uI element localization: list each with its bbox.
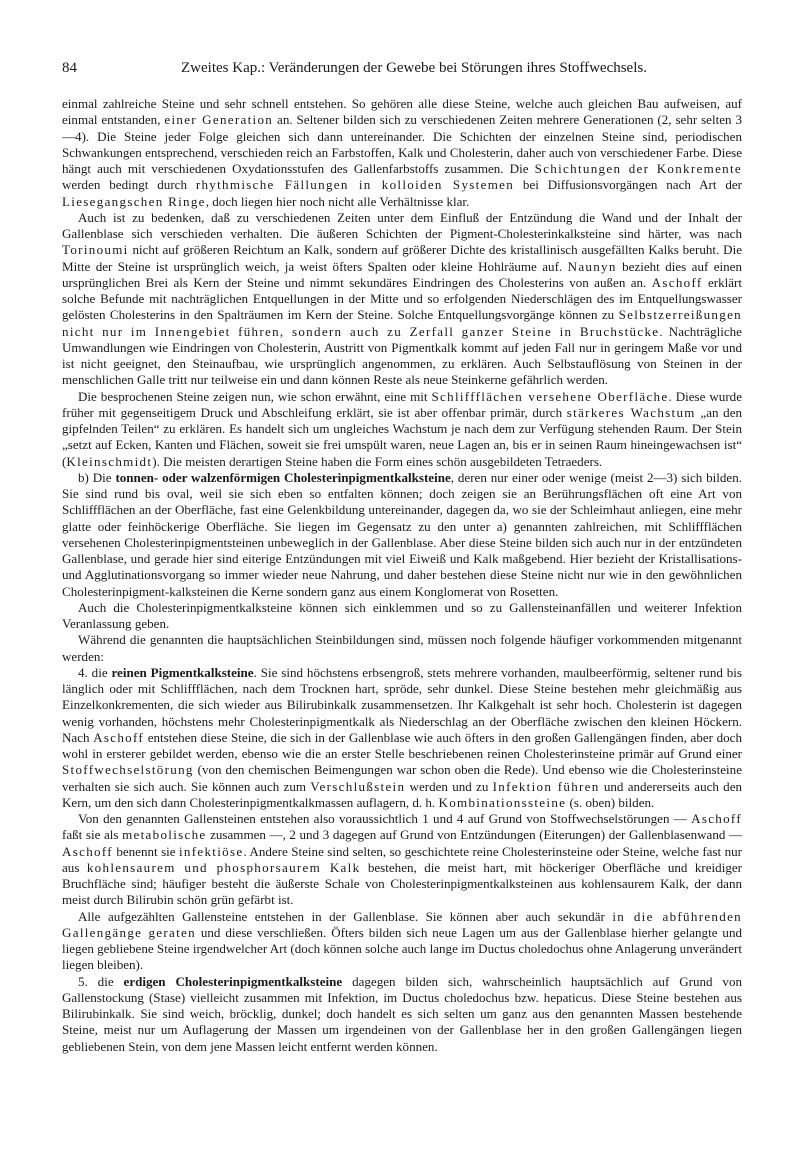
text-run: Auch die Cholesterinpigmentkalksteine können sich einklemmen und so zu Gallensteinanfällen und weiterer Infektion Veranlassung geben. — [62, 599, 742, 631]
text-run: dagegen bilden sich, wahrscheinlich hauptsächlich auf Grund von Gallenstockung (Stase) vielleicht zusammen mit Infektion, im Ductus choledochus bzw. hepaticus. Diese Steine bestehen aus Bilirubinkalk. Sie sind weich, bröcklig, dunkel; doch handelt es sich selten um ganz aus den genannten Massen bestehende Steine, meist nur um Auflagerung der Massen um irgendeinen von der Gallenblase her in den großen Gallengängen liegen gebliebenen Stein, von dem jene Massen leicht entfernt werden können. — [62, 973, 743, 1054]
running-title: Zweites Kap.: Veränderungen der Gewebe bei Störungen ihres Stoffwechsels. — [181, 60, 647, 76]
paragraph — [62, 389, 742, 470]
text-run: „an den gipfelnden Teilen“ zu erklären. Es handelt sich um ungleiches Wachstum je nach dem zur Verfügung stehenden Raum. Der Stein „setzt auf Ecken, Kanten und Flächen, soweit sie frei umspült waren, neue Lagen an, bis er in seinen Raum hineingewachsen ist“ ( — [62, 404, 743, 469]
spaced-emphasis: Verschlußstein — [310, 778, 406, 794]
text-run: und diese verschließen. Öfters bilden sich neue Lagen um aus der Gallenblase hierher gelangte und liegen gebliebene Steine irgendwelcher Art (doch können solche auch lange im Ductus choledochus ohne Anlagerung unverändert liegen bleiben). — [62, 924, 742, 973]
spaced-emphasis: Torinoumi — [62, 242, 129, 258]
spaced-emphasis: Kombinationssteine — [438, 794, 567, 810]
spaced-emphasis: Selbstzerreißungen nicht nur im Innengebiet führen, sondern auch zu Zerfall ganzer Steine in Bruchstücke — [62, 307, 742, 339]
spaced-emphasis: Kleinschmidt — [66, 453, 153, 469]
text-run: bestehen, die meist hart, mit höckeriger Oberfläche und kreidiger Bruchfläche sind; häufiger besteht die äußerste Schale von Cholesterinpigmentkalksteinen aus kohlensaurem Kalk, der dann meist durch Bilirubin schön grün gefärbt ist. — [62, 859, 742, 908]
paragraph — [62, 210, 742, 389]
spaced-emphasis: in die abführenden Gallengänge geraten — [62, 908, 742, 940]
page-header — [62, 60, 742, 82]
text-run: bezieht dies auf einen ursprünglichen Brei als Kern der Steine und nimmt sekundäres Eindringen des Cholesterins von außen an. — [62, 258, 742, 290]
text-run: (von den chemischen Beimengungen war schon oben die Rede). Und ebenso wie die Cholesterinsteine verhalten sie sich auch. Sie können auch zum — [62, 762, 742, 794]
text-run: Von den genannten Gallensteinen entstehen also voraussichtlich 1 und 4 auf Grund von Stoffwechselstörungen — — [78, 811, 692, 826]
text-run: Auch ist zu bedenken, daß zu verschiedenen Zeiten unter dem Einfluß der Entzündung die Wand und der Inhalt der Gallenblase sich verschieden verhalten. Die äußeren Schichten der Pigment-Cholesterinkalksteine sind härter, was nach — [62, 209, 742, 241]
text-run: b) Die — [78, 469, 116, 485]
spaced-emphasis: Liesegangschen Ringe — [62, 193, 206, 209]
text-run: . Diese wurde früher mit gegenseitigem Druck und Abschleifung erklärt, sie ist aber offenbar primär, durch — [62, 388, 742, 420]
text-run: nicht auf größeren Reichtum an Kalk, sondern auf größerer Dichte des kristallinisch ausgefällten Kalks beruht. Die Mitte der Steine ist ursprünglich weich, ja weist öfters Spalten oder kleine Hohlräume auf. — [62, 242, 742, 274]
paragraph — [62, 811, 742, 909]
text-run: 5. die — [78, 973, 124, 989]
text-run: werden und zu — [405, 778, 493, 794]
paragraph — [62, 600, 742, 633]
spaced-emphasis: metabolische — [122, 827, 207, 843]
text-run: . Sie sind höchstens erbsengroß, stets mehrere vorhanden, maulbeerförmig, seltener rund bis länglich oder mit Schliffflächen, nach dem Trocknen hart, spröde, sehr dunkel. Diese Steine bestehen mehr gleichmäßig aus Einzelkonkrementen, die sich wieder aus Bilirubinkalk zusammensetzen. Ihr Kalkgehalt ist sehr hoch. Cholesterin ist dagegen wenig vorhanden, höchstens mehr Cholesterinpigmentkalk als Niederschlag an der Oberfläche zwischen den kleinen Höckern. Nach — [62, 664, 742, 745]
text-run: Alle aufgezählten Gallensteine entstehen in der Gallenblase. Sie können aber auch sekundär — [78, 908, 613, 924]
text-run: 4. die — [78, 664, 112, 680]
paragraph — [62, 665, 742, 811]
body-text — [62, 96, 742, 1055]
spaced-emphasis: Naunyn — [567, 258, 617, 274]
text-run: . Nachträgliche Umwandlungen wie Eindringen von Cholesterin, Austritt von Pigmentkalk kommt auf jeden Fall nur in geringem Maße vor und ist nicht geeignet, den Steinaufbau, wie ursprünglich angenommen, zu erklären. Auch Selbstauflösung von Steinen in der menschlichen Galle tritt nur teilweise ein und dann können Reste als neue Steinkerne gefährlich werden. — [62, 323, 742, 388]
paragraph — [62, 96, 742, 210]
text-run: ). Die meisten derartigen Steine haben die Form eines schön ausgebildeten Tetraeders. — [152, 453, 603, 469]
spaced-emphasis: Aschoff — [93, 729, 145, 745]
text-run: faßt sie als — [62, 827, 123, 843]
text-run: Die besprochenen Steine zeigen nun, wie schon erwähnt, eine mit — [78, 388, 432, 404]
spaced-emphasis: Aschoff — [691, 811, 742, 826]
spaced-emphasis: infektiöse — [179, 843, 244, 859]
page-number: 84 — [62, 60, 77, 76]
spaced-emphasis: Aschoff — [651, 274, 703, 290]
spaced-emphasis: rhythmische Fällungen in kolloiden Systemen — [195, 177, 515, 193]
paragraph — [62, 632, 742, 665]
spaced-emphasis: Stoffwechselstörung — [62, 762, 194, 778]
paragraph — [62, 974, 742, 1055]
text-run: an. Seltener bilden sich zu verschiedenen Zeiten mehrere Generationen (2, sehr selten 3—4). Die Steine jeder Folge gleichen sich dann untereinander. Die Schichten der einzelnen Steine sind, periodischen Schwankungen entsprechend, verschieden reich an Farbstoffen, Kalk und Cholesterin, daher auch von verschiedener Farbe. Diese hängt auch mit verschiedenen Oxydationsstufen des Gallenfarbstoffs zusammen. Die — [62, 112, 742, 176]
text-run: zusammen —, 2 und 3 dagegen auf Grund von Entzündungen (Eiterungen) der Gallenblasenwand — — [206, 827, 743, 843]
paragraph — [62, 909, 742, 974]
text-run: entstehen diese Steine, die sich in der Gallenblase wie auch öfters in den großen Gallengängen finden, aber doch wohl in ersterer gebildet werden, ebenso wie die an erster Stelle beschriebenen reinen Cholesterinsteine primär auf Grund einer — [62, 729, 742, 761]
bold-term: tonnen- oder walzenförmigen Cholesterinpigmentkalksteine — [115, 469, 451, 485]
text-run: Während die genannten die hauptsächlichen Steinbildungen sind, müssen noch folgende häufiger vorkommenden mitgenannt werden: — [62, 632, 742, 664]
spaced-emphasis: Aschoff — [62, 843, 113, 859]
paragraph — [62, 470, 742, 600]
text-run: (s. oben) bilden. — [566, 794, 655, 810]
spaced-emphasis: stärkeres Wachstum — [566, 404, 696, 420]
text-run: benennt sie — [112, 843, 179, 859]
spaced-emphasis: Schliffflächen versehene Oberfläche — [431, 388, 669, 404]
text-run: , doch liegen hier noch nicht alle Verhältnisse klar. — [205, 193, 470, 209]
text-run: werden bedingt durch — [62, 177, 196, 193]
text-run: . Andere Steine sind selten, so geschichtete reine Cholesterinsteine oder Steine, welche fast nur aus — [62, 843, 742, 875]
text-run: bei Diffusionsvorgängen nach Art der — [514, 177, 742, 193]
spaced-emphasis: einer Generation — [164, 112, 274, 128]
bold-term: reinen Pigmentkalksteine — [111, 664, 254, 680]
bold-term: erdigen Cholesterinpigmentkalksteine — [123, 973, 343, 989]
spaced-emphasis: Infektion führen — [492, 778, 600, 794]
text-run: erklärt solche Befunde mit nachträglichen Entquellungen in der Mitte und so erfolgenden Niederschlägen des im Entquellungswasser gelösten Cholesterins in den Spalträumen im Kern der Steine. Solche Entquellungsvorgänge können zu — [62, 274, 742, 323]
spaced-emphasis: kohlensaurem und phosphorsaurem Kalk — [86, 859, 361, 875]
text-run: einmal zahlreiche Steine und sehr schnell entstehen. So gehören alle diese Steine, welche auch gleichen Bau aufweisen, auf einmal entstanden, — [62, 96, 742, 128]
spaced-emphasis: Schichtungen der Konkremente — [534, 161, 742, 176]
text-run: , deren nur einer oder wenige (meist 2—3) sich bilden. Sie sind rund bis oval, weil sie sich eben so entfalten können; doch zeigen sie an Berührungsflächen oft eine Art von Schliffflächen an der Oberfläche, fast eine Gelenkbildung untereinander, dagegen da, wo sie der Schleimhaut anliegen, eine mehr glatte oder feinhöckerige Oberfläche. Sie liegen im Gegensatz zu den unter a) genannten zahlreichen, mit Schliffflächen versehenen Cholesterinpigmentsteinen unbeweglich in der Gallenblase. Aber diese Steine bilden sich auch nur in der entzündeten Gallenblase, und gerade hier sind eiterige Entzündungen mit viel Eiweiß und Kalk maßgebend. Hier bezieht der Kristallisations- und Agglutinationsvorgang so immer wieder neue Nahrung, und daher bestehen diese Steine nicht nur wie in den gewöhnlichen Cholesterinpigment-kalksteinen die Kerne sondern ganz aus einem Konglomerat von Rosetten. — [62, 469, 743, 599]
text-run: und andererseits auch den Kern, um den sich dann Cholesterinpigmentkalkmassen auflagern, d. h. — [62, 778, 743, 810]
